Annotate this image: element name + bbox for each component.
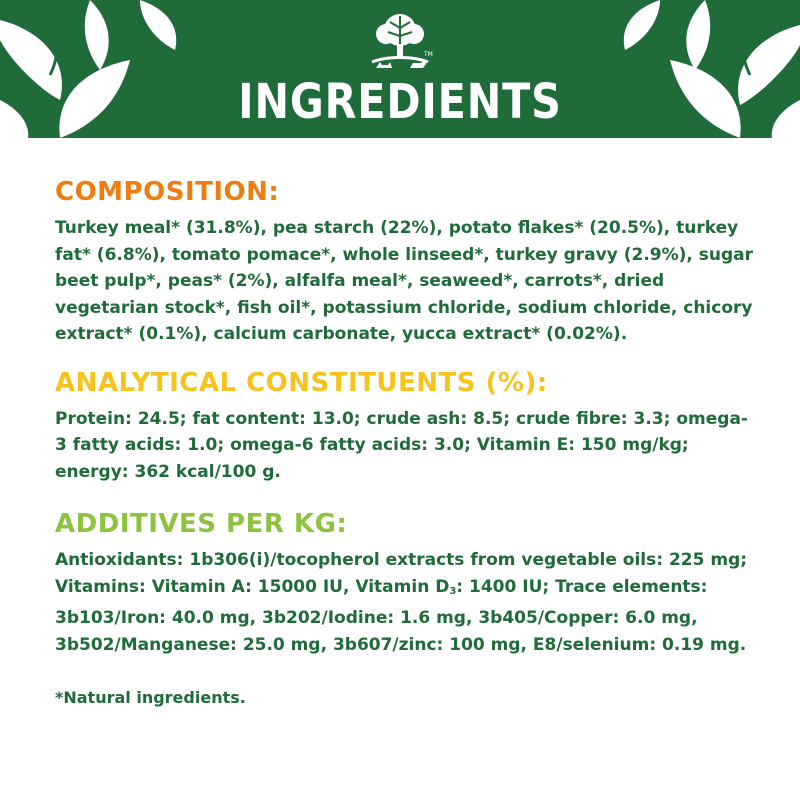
header-banner — [0, 0, 800, 138]
analytical-constituents-text: Protein: 24.5; fat content: 13.0; crude ash: 8.5; crude fibre: 3.3; omega-3 fatty acids: 1.0; omega-6 fatty acids: 3.0; Vitamin E: 150 mg/kg; energy: 362 kcal/100 g. — [55, 408, 748, 482]
additives-text-part1: Antioxidants: 1b306(i)/tocopherol extracts from vegetable oils: 225 mg; Vitamins: Vitamin A: 15000 IU, Vitamin D — [55, 550, 748, 597]
additives-text — [55, 547, 755, 658]
additives-text-part2: : 1400 IU; Trace elements: 3b103/Iron: 40.0 mg, 3b202/Iodine: 1.6 mg, 3b405/Copper: 6.0 mg, 3b502/Manganese: 25.0 mg, 3b607/zinc: 100 mg, E8/selenium: 0.19 mg. — [55, 576, 747, 655]
footnote: *Natural ingredients. — [55, 688, 246, 707]
tree-with-animals-logo-icon — [362, 8, 438, 76]
composition-text: Turkey meal* (31.8%), pea starch (22%), potato flakes* (20.5%), turkey fat* (6.8%), tomato pomace*, whole linseed*, turkey gravy (2.9%), sugar beet pulp*, peas* (2%), alfalfa meal*, seaweed*, carrots*, dried vegetarian stock*, fish oil*, potassium chloride, sodium chloride, chicory extract* (0.1%), calcium carbonate, yucca extract* (0.02%). — [55, 218, 754, 344]
ingredients-content — [55, 175, 755, 707]
composition-heading: COMPOSITION: — [55, 177, 280, 207]
vitamin-d-subscript: 3 — [449, 585, 457, 597]
logo-trademark: TM — [424, 51, 433, 58]
page-title: INGREDIENTS — [238, 74, 562, 130]
additives-heading: ADDITIVES PER KG: — [55, 509, 348, 539]
analytical-constituents-heading: ANALYTICAL CONSTITUENTS (%): — [55, 367, 548, 398]
